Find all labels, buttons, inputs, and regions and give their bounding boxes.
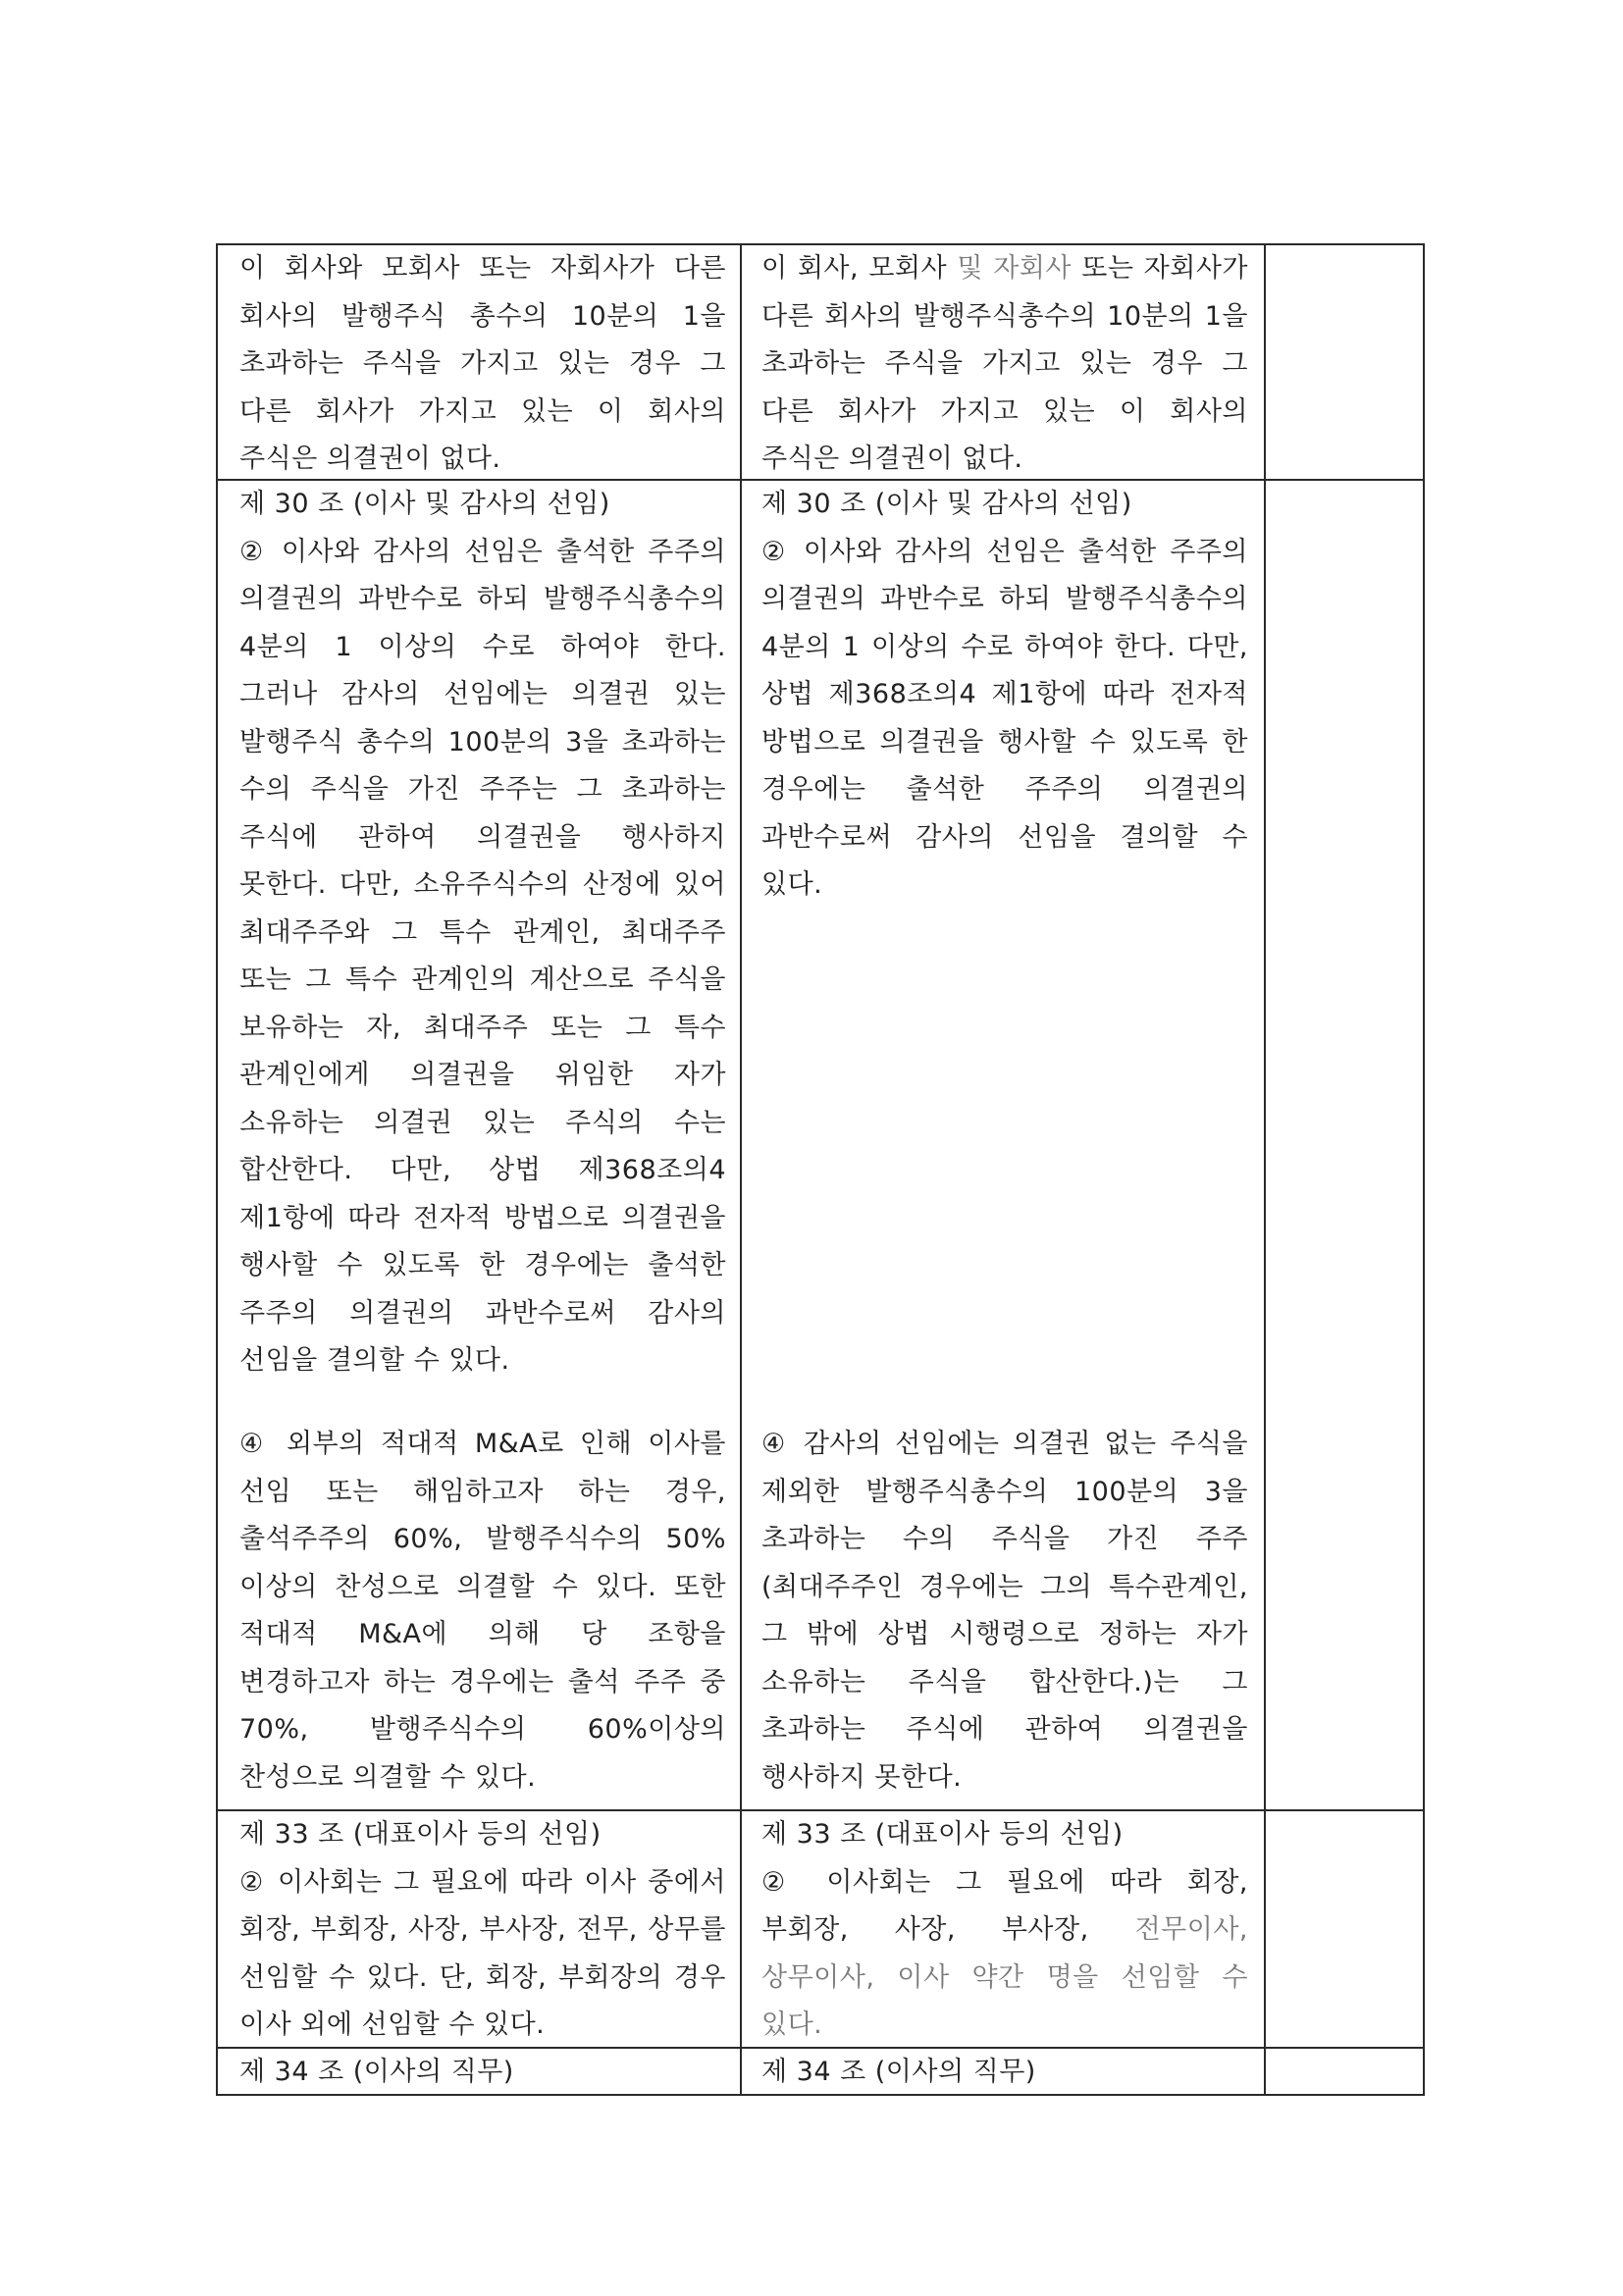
article-heading: 제 34 조 (이사의 직무): [761, 2057, 1036, 2087]
article-heading: 제 34 조 (이사의 직무): [239, 2057, 514, 2087]
article-heading: 제 30 조 (이사 및 감사의 선임): [239, 489, 610, 519]
column-divider: [740, 243, 742, 2096]
proposed-paragraph: ② 이사와 감사의 선임은 출석한 주주의 의결권의 과반수로 하되 발행주식총수의 4분의 1 이상의 수로 하여야 한다. 다만, 상법 제368조의4 제1항에 따라 전자적 방법으로 의결권을 행사할 수 있도록 한 경우에는 출석한 주주의 의결권의 과반수로써 감사의 선임을 결의할 수 있다.: [761, 536, 1248, 900]
current-text-cell: [239, 481, 726, 1385]
proposed-text-cell: [761, 245, 1248, 484]
current-text-cell: [239, 1811, 726, 2050]
current-paragraph: ② 이사회는 그 필요에 따라 이사 중에서 회장, 부회장, 사장, 부사장, 전무, 상무를 선임할 수 있다. 단, 회장, 부회장의 경우 이사 외에 선임할 수 있다.: [239, 1866, 726, 2040]
current-text-cell: [239, 2049, 726, 2097]
article-heading: 제 33 조 (대표이사 등의 선임): [761, 1819, 1124, 1850]
proposed-text-cell: [761, 1421, 1248, 1801]
proposed-text-cell: [761, 1811, 1248, 2050]
proposed-paragraph: 이 회사, 모회사 및 자회사 또는 자회사가 다른 회사의 발행주식총수의 10분의 1을 초과하는 주식을 가지고 있는 경우 그 다른 회사가 가지고 있는 이 회사의 주식은 의결권이 없다.: [761, 253, 1248, 474]
proposed-text-cell: [761, 2049, 1248, 2097]
table-border-left: [216, 243, 218, 2096]
article-heading: 제 33 조 (대표이사 등의 선임): [239, 1819, 602, 1850]
current-text-cell: [239, 245, 726, 484]
proposed-text-cell: [761, 481, 1248, 910]
current-paragraph: 이 회사와 모회사 또는 자회사가 다른 회사의 발행주식 총수의 10분의 1을 초과하는 주식을 가지고 있는 경우 그 다른 회사가 가지고 있는 이 회사의 주식은 의결권이 없다.: [239, 253, 726, 474]
current-paragraph: ② 이사와 감사의 선임은 출석한 주주의 의결권의 과반수로 하되 발행주식총수의 4분의 1 이상의 수로 하여야 한다. 그러나 감사의 선임에는 의결권 있는 발행주식 총수의 100분의 3을 초과하는 수의 주식을 가진 주주는 그 초과하는 주식에 관하여 의결권을 행사하지 못한다. 다만, 소유주식수의 산정에 있어 최대주주와 그 특수 관계인, 최대주주 또는 그 특수 관계인의 계산으로 주식을 보유하는 자, 최대주주 또는 그 특수 관계인에게 의결권을 위임한 자가 소유하는 의결권 있는 주식의 수는 합산한다. 다만, 상법 제368조의4 제1항에 따라 전자적 방법으로 의결권을 행사할 수 있도록 한 경우에는 출석한 주주의 의결권의 과반수로써 감사의 선임을 결의할 수 있다.: [239, 536, 726, 1376]
table-border-right: [1423, 243, 1425, 2096]
article-heading: 제 30 조 (이사 및 감사의 선임): [761, 489, 1132, 519]
proposed-paragraph-changed: 전무이사, 상무이사, 이사 약간 명을 선임할 수 있다.: [761, 1914, 1248, 2040]
proposed-paragraph: [761, 1859, 1248, 2050]
current-text-cell: [239, 1421, 726, 1801]
proposed-paragraph-main: ② 이사회는 그 필요에 따라 회장, 부회장, 사장, 부사장,: [761, 1866, 1248, 1945]
current-paragraph: ④ 외부의 적대적 M&A로 인해 이사를 선임 또는 해임하고자 하는 경우, 출석주주의 60%, 발행주식수의 50% 이상의 찬성으로 의결할 수 있다. 또한 적대적 M&A에 의해 당 조항을 변경하고자 하는 경우에는 출석 주주 중 70%, 발행주식수의 60%이상의 찬성으로 의결할 수 있다.: [239, 1429, 726, 1793]
proposed-paragraph: ④ 감사의 선임에는 의결권 없는 주식을 제외한 발행주식총수의 100분의 3을 초과하는 수의 주식을 가진 주주(최대주주인 경우에는 그의 특수관계인, 그 밖에 상법 시행령으로 정하는 자가 소유하는 주식을 합산한다.)는 그 초과하는 주식에 관하여 의결권을 행사하지 못한다.: [761, 1429, 1248, 1793]
column-divider: [1264, 243, 1266, 2096]
amendment-comparison-table: [216, 243, 1425, 2096]
